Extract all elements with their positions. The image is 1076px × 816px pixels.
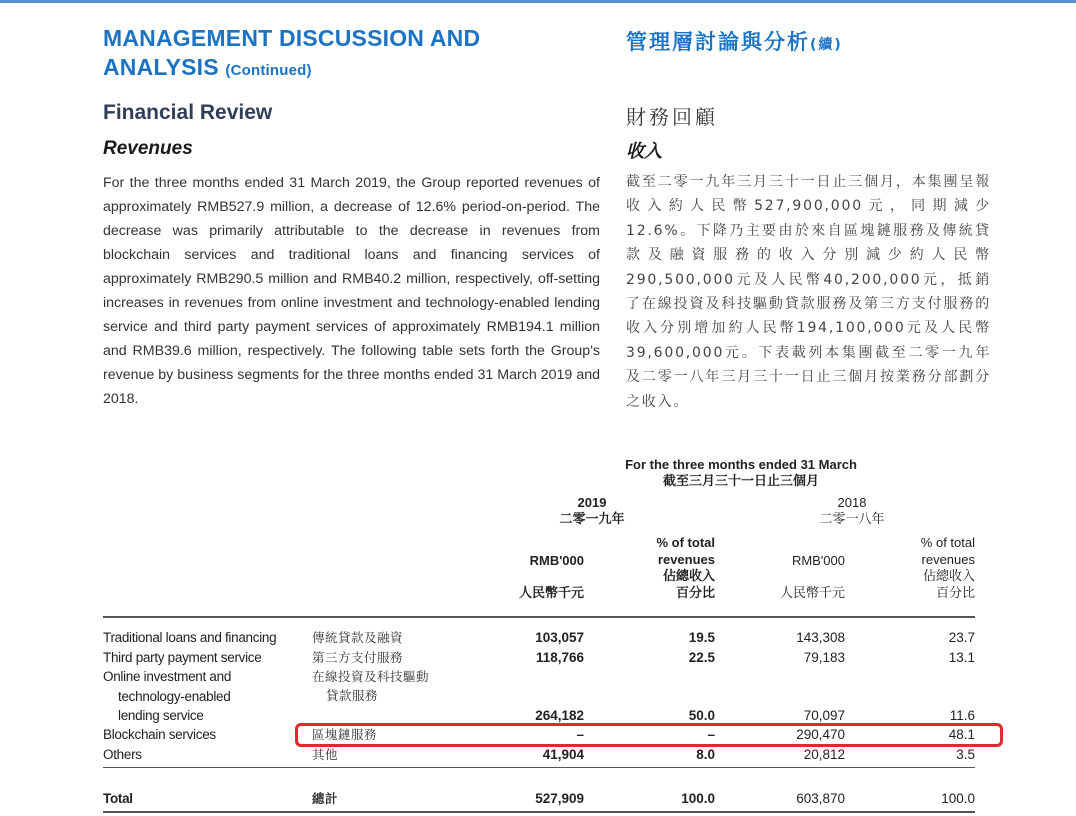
value-rmb-2018: 20,812 [803,747,845,762]
title-zh-text: 管理層討論與分析 [626,30,810,54]
title-continued-en: (Continued) [225,62,312,79]
row-label-en: Blockchain services [103,727,216,742]
total-rmb-2019: 527,909 [535,791,584,806]
period-zh: 截至三月三十一日止三個月 [662,474,819,489]
value-pct-2018: 48.1 [948,727,975,742]
value-pct-2019: 19.5 [688,630,715,645]
row-label-zh-line1: 在線投資及科技驅動 [312,669,430,684]
total-label-zh: 總計 [312,791,339,806]
value-rmb-2018: 79,183 [803,650,845,665]
value-rmb-2019: 103,057 [535,630,584,645]
title-en-line2: ANALYSIS [103,54,219,80]
row-label-en: Traditional loans and financing [103,630,277,645]
revenue-paragraph-zh: 截至二零一九年三月三十一日止三個月，本集團呈報收入約人民幣527,900,000元，同期減少12.6%。下降乃主要由於來自區塊鏈服務及傳統貸款及融資服務的收入分別減少約人民幣290,500,000元及人民幣40,200,000元，抵銷了在線投資及科技驅動貸款服務及第三方支付服務的收入分別增加約人民幣194,100,000元及人民幣39,600,000元。下表載列本集團截至二零一九年及二零一八年三月三十一日止三個月按業務分部劃分之收入。 [626,174,991,410]
value-pct-2018: 11.6 [949,708,975,723]
value-rmb-2019: – [576,727,584,742]
period-en: For the three months ended 31 March [625,457,857,472]
value-rmb-2018: 290,470 [796,727,845,742]
section-title-zh: 財務回顧 [626,105,718,129]
total-pct-2019: 100.0 [681,791,715,806]
col-rmb-2018: RMB'000 人民幣千元 [779,553,845,601]
total-pct-2018: 100.0 [941,791,975,806]
value-pct-2018: 3.5 [956,747,975,762]
value-rmb-2018: 143,308 [796,630,845,645]
value-pct-2018: 13.1 [948,650,975,665]
row-label-en-line3: lending service [118,708,204,723]
row-label-zh-line2: 貸款服務 [326,688,379,703]
subsection-title-en: Revenues [103,138,193,159]
subsection-title-zh: 收入 [626,141,662,162]
table-top-rule [103,616,975,618]
row-label-en-line1: Online investment and [103,669,232,684]
highlight-box-blockchain-row [295,723,1003,747]
row-label-en: Third party payment service [103,650,262,665]
year-2019-header: 2019 二零一九年 [559,495,625,527]
col-pct-2019: % of total revenues 佔總收入 百分比 [656,535,715,601]
row-label-en: Others [103,747,142,762]
value-rmb-2019: 118,766 [535,650,584,665]
row-label-zh: 傳統貸款及融資 [312,630,404,645]
value-pct-2019: 8.0 [696,747,715,762]
value-pct-2018: 23.7 [948,630,975,645]
col-rmb-2019: RMB'000 人民幣千元 [518,553,584,601]
value-pct-2019: – [707,727,715,742]
value-rmb-2018: 70,097 [803,708,845,723]
row-label-zh: 其他 [312,747,339,762]
top-border-rule [0,0,1076,3]
row-label-zh: 區塊鏈服務 [312,727,378,742]
year-2018-header: 2018 二零一八年 [819,495,885,527]
title-en-line1: MANAGEMENT DISCUSSION AND [103,25,481,51]
table-subtotal-rule [103,767,975,768]
section-title-en: Financial Review [103,101,273,124]
value-pct-2019: 50.0 [688,708,715,723]
total-rmb-2018: 603,870 [796,791,845,806]
table-bottom-rule [103,811,975,813]
row-label-zh: 第三方支付服務 [312,650,404,665]
col-pct-2018: % of total revenues 佔總收入 百分比 [920,535,975,601]
value-pct-2019: 22.5 [688,650,715,665]
row-label-en-line2: technology-enabled [118,689,231,704]
title-continued-zh: (續) [810,37,843,53]
total-label-en: Total [103,791,133,806]
page-title-zh [626,26,843,56]
table-period-header [560,456,922,490]
value-rmb-2019: 264,182 [535,708,584,723]
revenue-paragraph-en: For the three months ended 31 March 2019, the Group reported revenues of approximately RMB527.9 million, a decrease of 12.6% period-on-period. The decrease was primarily attributable to the decrease in revenues from blockchain services and traditional loans and financing services of approximately RMB290.5 million and RMB40.2 million, respectively, off-setting increases in revenues from online investment and technology-enabled lending service and third party payment services of approximately RMB194.1 million and RMB39.6 million, respectively. The following table sets forth the Group's revenue by business segments for the three months ended 31 March 2019 and 2018. [103,175,600,407]
page-title-en [103,24,480,85]
value-rmb-2019: 41,904 [542,747,584,762]
